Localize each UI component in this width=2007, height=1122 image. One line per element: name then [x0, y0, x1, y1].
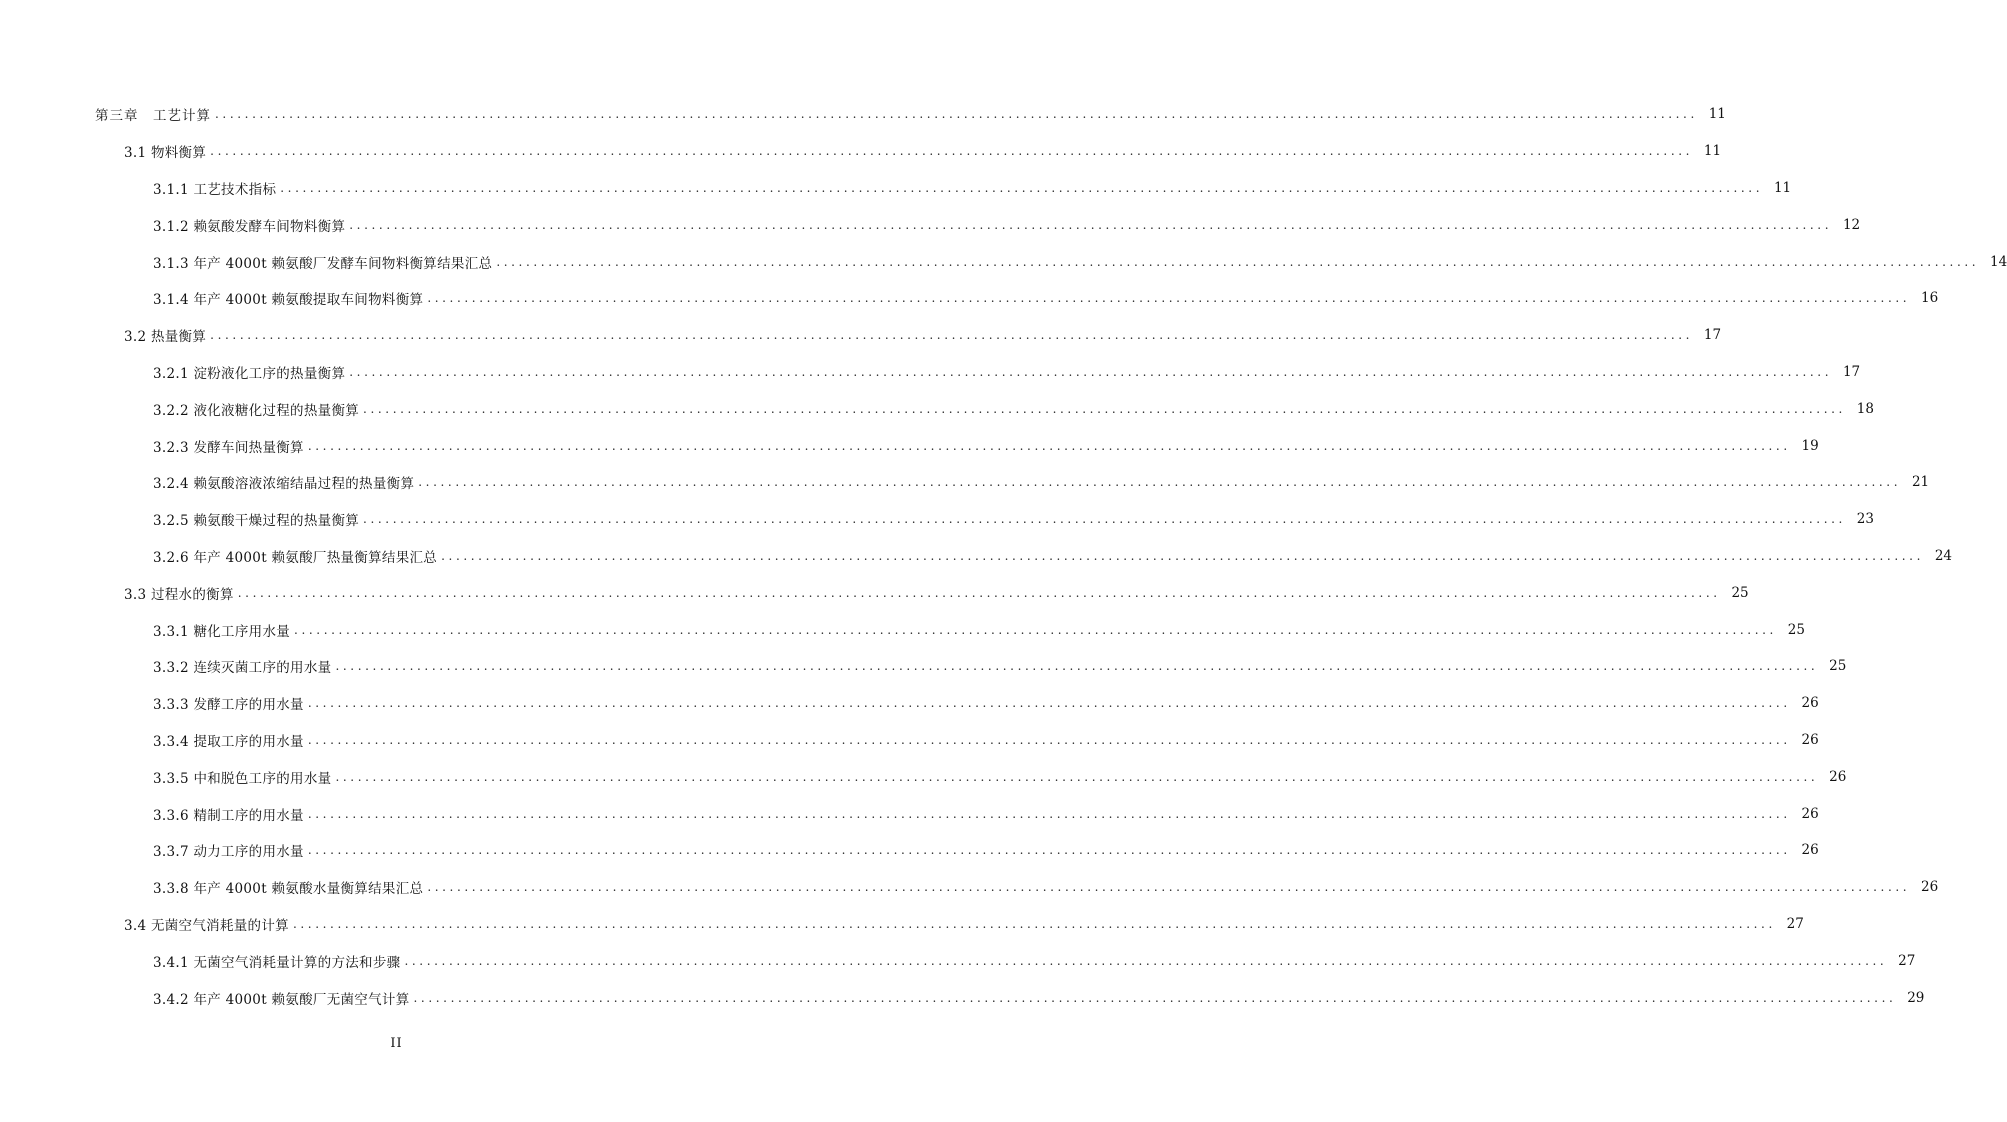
toc-entry-title: 3.3.4 提取工序的用水量	[153, 733, 304, 750]
toc-entry[interactable]	[0, 648, 1847, 685]
toc-entry[interactable]	[0, 906, 1804, 943]
toc-entry[interactable]	[0, 685, 1819, 722]
toc-entry-title: 3.3.5 中和脱色工序的用水量	[153, 770, 332, 787]
toc-entry[interactable]	[0, 795, 1819, 832]
page-number: II	[390, 1036, 403, 1051]
toc-entry-page: 25	[1829, 658, 1847, 675]
toc-entry[interactable]	[0, 758, 1847, 795]
toc-entry-page: 18	[1856, 400, 1874, 417]
toc-entry-page: 25	[1787, 621, 1805, 638]
toc-entry-title: 3.2.1 淀粉液化工序的热量衡算	[153, 365, 346, 382]
dot-leader: ........................................................................................................................................................................................................	[427, 291, 1911, 306]
toc-entry-page: 11	[1708, 106, 1726, 123]
toc-entry-page: 26	[1829, 768, 1847, 785]
toc-entry-title: 第三章 工艺计算	[95, 108, 211, 125]
dot-leader: ........................................................................................................................................................................................................	[280, 180, 1764, 195]
toc-entry-title: 3.2.3 发酵车间热量衡算	[153, 439, 304, 456]
toc-entry-page: 11	[1773, 179, 1792, 196]
toc-entry-page: 25	[1731, 584, 1749, 601]
toc-entry-title: 3.3.8 年产 4000t 赖氨酸水量衡算结果汇总	[153, 881, 424, 898]
toc-entry[interactable]	[0, 869, 1939, 906]
toc-entry[interactable]	[0, 538, 1952, 575]
dot-leader: ........................................................................................................................................................................................................	[307, 696, 1791, 711]
toc-entry[interactable]	[0, 243, 2007, 280]
toc-entry-title: 3.3 过程水的衡算	[124, 586, 234, 603]
dot-leader: ........................................................................................................................................................................................................	[292, 916, 1776, 931]
dot-leader: ........................................................................................................................................................................................................	[307, 732, 1791, 747]
toc-entry-page: 26	[1801, 842, 1819, 859]
toc-entry-page: 26	[1921, 879, 1939, 896]
toc-entry-title: 3.1.1 工艺技术指标	[153, 181, 277, 198]
toc-entry[interactable]	[0, 501, 1874, 538]
toc-entry-page: 27	[1898, 952, 1916, 969]
toc-entry-page: 21	[1911, 474, 1930, 491]
toc-entry-page: 19	[1801, 437, 1819, 454]
dot-leader: ........................................................................................................................................................................................................	[349, 364, 1833, 379]
toc-entry-page: 17	[1842, 363, 1861, 380]
toc-entry-title: 3.1.3 年产 4000t 赖氨酸厂发酵车间物料衡算结果汇总	[153, 255, 493, 272]
dot-leader: ........................................................................................................................................................................................................	[349, 217, 1833, 232]
toc-entry-page: 11	[1703, 143, 1722, 160]
toc-entry-page: 27	[1786, 915, 1804, 932]
toc-entry-title: 3.3.1 糖化工序用水量	[153, 623, 291, 640]
toc-entry[interactable]	[0, 280, 1939, 317]
dot-leader: ........................................................................................................................................................................................................	[335, 659, 1819, 674]
toc-entry-page: 24	[1934, 547, 1952, 564]
toc-entry-title: 3.1.4 年产 4000t 赖氨酸提取车间物料衡算	[153, 292, 424, 309]
dot-leader: ........................................................................................................................................................................................................	[294, 622, 1777, 637]
toc-entry-title: 3.4.1 无菌空气消耗量计算的方法和步骤	[153, 954, 401, 971]
toc-entry-page: 29	[1907, 989, 1925, 1006]
toc-entry[interactable]	[0, 96, 1726, 133]
dot-leader: ........................................................................................................................................................................................................	[496, 254, 1980, 269]
toc-entry-title: 3.4.2 年产 4000t 赖氨酸厂无菌空气计算	[153, 991, 410, 1008]
toc-entry-title: 3.3.2 连续灭菌工序的用水量	[153, 660, 332, 677]
toc-entry-title: 3.2 热量衡算	[124, 329, 207, 346]
toc-entry-title: 3.1 物料衡算	[124, 145, 207, 162]
toc-entry-title: 3.3.6 精制工序的用水量	[153, 807, 304, 824]
dot-leader: ........................................................................................................................................................................................................	[404, 953, 1888, 968]
toc-entry-page: 16	[1921, 290, 1939, 307]
toc-entry[interactable]	[0, 574, 1749, 611]
toc-entry-title: 3.2.2 液化液糖化过程的热量衡算	[153, 402, 360, 419]
toc-entry-title: 3.2.4 赖氨酸溶液浓缩结晶过程的热量衡算	[153, 476, 415, 493]
toc-entry[interactable]	[0, 206, 1861, 243]
table-of-contents	[0, 96, 2007, 1016]
toc-entry-title: 3.3.3 发酵工序的用水量	[153, 697, 304, 714]
dot-leader: ........................................................................................................................................................................................................	[210, 144, 1694, 159]
toc-entry-page: 26	[1801, 695, 1819, 712]
toc-entry-title: 3.4 无菌空气消耗量的计算	[124, 917, 289, 934]
dot-leader: ........................................................................................................................................................................................................	[418, 475, 1902, 490]
toc-entry-title: 3.2.6 年产 4000t 赖氨酸厂热量衡算结果汇总	[153, 549, 438, 566]
toc-entry[interactable]	[0, 611, 1805, 648]
toc-entry[interactable]	[0, 133, 1722, 170]
toc-entry-page: 17	[1703, 327, 1722, 344]
dot-leader: ........................................................................................................................................................................................................	[335, 769, 1819, 784]
dot-leader: ........................................................................................................................................................................................................	[307, 806, 1791, 821]
dot-leader: ........................................................................................................................................................................................................	[215, 107, 1698, 122]
toc-entry-page: 14	[1990, 253, 2007, 270]
toc-entry[interactable]	[0, 317, 1722, 354]
toc-entry-page: 26	[1801, 805, 1819, 822]
dot-leader: ........................................................................................................................................................................................................	[413, 990, 1897, 1005]
toc-entry-page: 12	[1842, 216, 1861, 233]
toc-entry[interactable]	[0, 722, 1819, 759]
toc-entry-title: 3.3.7 动力工序的用水量	[153, 844, 304, 861]
toc-entry[interactable]	[0, 942, 1916, 979]
toc-entry[interactable]	[0, 832, 1819, 869]
toc-entry[interactable]	[0, 170, 1792, 207]
toc-entry-page: 26	[1801, 731, 1819, 748]
dot-leader: ........................................................................................................................................................................................................	[307, 843, 1791, 858]
dot-leader: ........................................................................................................................................................................................................	[427, 880, 1911, 895]
toc-entry-page: 23	[1856, 511, 1874, 528]
toc-entry[interactable]	[0, 464, 1930, 501]
dot-leader: ........................................................................................................................................................................................................	[441, 548, 1924, 563]
toc-entry[interactable]	[0, 979, 1925, 1016]
toc-entry[interactable]	[0, 390, 1874, 427]
toc-entry[interactable]	[0, 427, 1819, 464]
toc-entry-title: 3.2.5 赖氨酸干燥过程的热量衡算	[153, 513, 360, 530]
toc-entry[interactable]	[0, 354, 1861, 391]
dot-leader: ........................................................................................................................................................................................................	[237, 585, 1721, 600]
dot-leader: ........................................................................................................................................................................................................	[363, 401, 1846, 416]
toc-entry-title: 3.1.2 赖氨酸发酵车间物料衡算	[153, 218, 346, 235]
dot-leader: ........................................................................................................................................................................................................	[210, 328, 1694, 343]
dot-leader: ........................................................................................................................................................................................................	[307, 438, 1791, 453]
dot-leader: ........................................................................................................................................................................................................	[363, 512, 1846, 527]
